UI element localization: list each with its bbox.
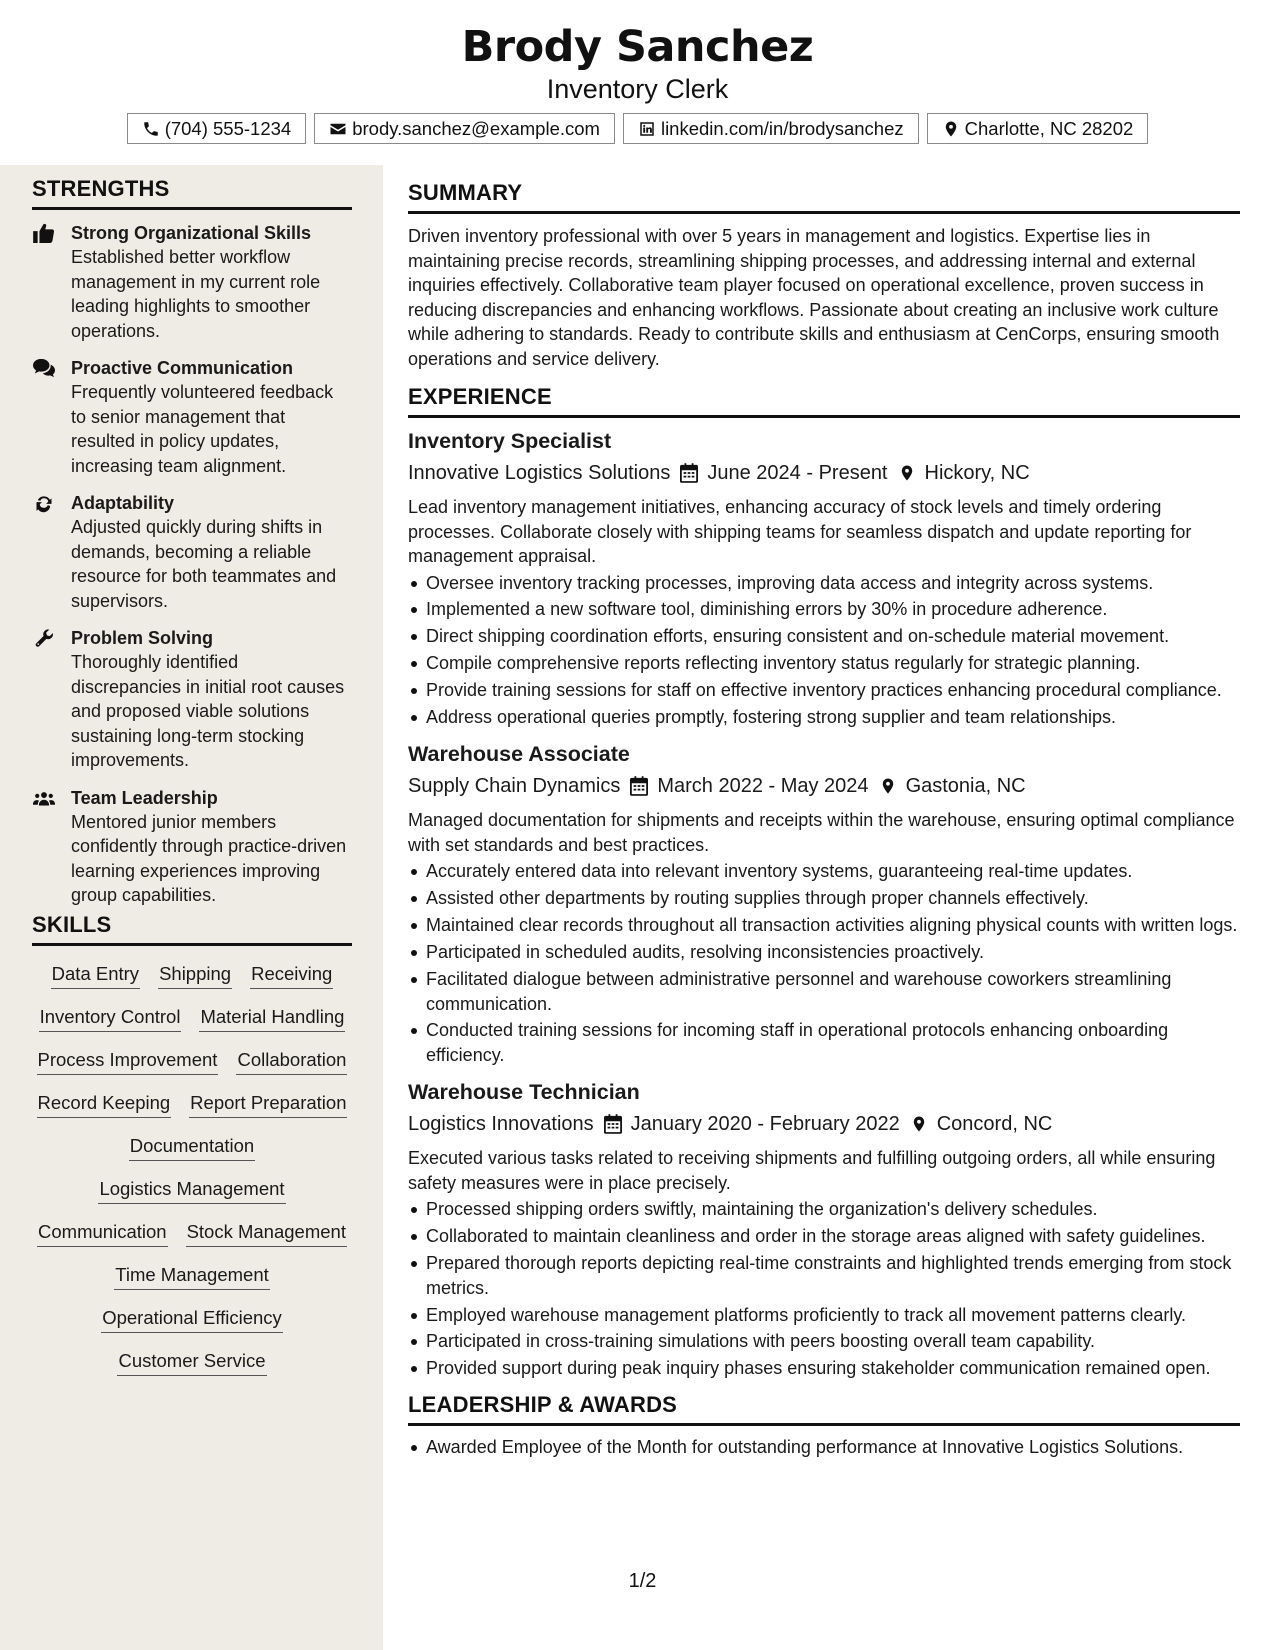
awards-heading: LEADERSHIP & AWARDS [408, 1392, 1240, 1426]
skill-tag: Record Keeping [37, 1089, 172, 1118]
bullet-item: Direct shipping coordination efforts, ensuring consistent and on-schedule material movement. [408, 624, 1240, 649]
experience-heading: EXPERIENCE [408, 384, 1240, 418]
job-dates-group [680, 458, 887, 488]
bullet-item: Facilitated dialogue between administrative personnel and warehouse coworkers streamlining communication. [408, 967, 1240, 1016]
job-entry [408, 1077, 1240, 1380]
job-company: Logistics Innovations [408, 1113, 594, 1136]
job-location: Hickory, NC [924, 462, 1030, 484]
page-number: 1/2 [628, 1570, 657, 1592]
experience-section [408, 384, 1240, 1381]
skill-tag: Material Handling [199, 1003, 345, 1032]
wrench-icon [33, 628, 55, 648]
skills-heading: SKILLS [32, 912, 352, 946]
awards-list [408, 1435, 1240, 1460]
job-location-group [879, 771, 1026, 801]
strength-title: Strong Organizational Skills [71, 223, 312, 243]
skill-tag: Shipping [158, 960, 232, 989]
skill-tag: Time Management [114, 1261, 270, 1290]
map-pin-icon [942, 120, 960, 138]
job-entry [408, 426, 1240, 729]
contact-location [927, 113, 1149, 144]
wrench-icon-wrap [33, 628, 55, 648]
linkedin-text: linkedin.com/in/brodysanchez [660, 117, 904, 139]
bullet-item: Collaborated to maintain cleanliness and order in the storage areas aligned with safety guidelines. [408, 1224, 1240, 1249]
job-dates: June 2024 - Present [707, 462, 888, 484]
skills-section [32, 912, 352, 1376]
strength-desc: Frequently volunteered feedback to senior management that resulted in policy updates, increasing team alignment. [71, 382, 334, 476]
job-description: Lead inventory management initiatives, enhancing accuracy of stock levels and timely ordering processes. Collaborate closely with shipping teams for seamless dispatch and update reporting for management appraisal. [408, 497, 1192, 566]
refresh-icon-wrap [33, 493, 55, 513]
location-text: Charlotte, NC 28202 [964, 117, 1134, 139]
bullet-item: Address operational queries promptly, fostering strong supplier and team relationships. [408, 705, 1240, 730]
job-meta [408, 1109, 1240, 1139]
strengths-heading: STRENGTHS [32, 176, 352, 210]
job-bullets [408, 571, 1240, 730]
job-title: Inventory Specialist [408, 429, 612, 453]
job-description: Managed documentation for shipments and receipts within the warehouse, ensuring optimal compliance with set standards and best practices. [408, 810, 1235, 855]
skill-tag: Collaboration [236, 1046, 347, 1075]
job-dates-group [604, 1109, 900, 1139]
contact-email[interactable] [314, 113, 615, 144]
bullet-item: Provide training sessions for staff on effective inventory practices enhancing procedural compliance. [408, 678, 1240, 703]
job-description: Executed various tasks related to receiving shipments and fulfilling outgoing orders, all while ensuring safety measures were in place precisely. [408, 1148, 1216, 1193]
job-dates-group [630, 771, 868, 801]
strength-item [32, 221, 352, 343]
bullet-item: Conducted training sessions for incoming staff in operational protocols enhancing onboarding efficiency. [408, 1018, 1240, 1067]
job-location-group [910, 1109, 1053, 1139]
skill-tag: Data Entry [51, 960, 140, 989]
awards-section [408, 1392, 1240, 1460]
envelope-icon [329, 120, 347, 138]
thumbs-up-icon [33, 223, 55, 243]
skill-tag: Communication [37, 1218, 168, 1247]
candidate-name: Brody Sanchez [461, 22, 814, 72]
skill-tag: Process Improvement [37, 1046, 219, 1075]
bullet-item: Provided support during peak inquiry phases ensuring stakeholder communication remained open. [408, 1356, 1240, 1381]
phone-text: (704) 555-1234 [164, 117, 292, 139]
job-location: Concord, NC [936, 1113, 1053, 1136]
job-meta [408, 458, 1240, 488]
bullet-item: Maintained clear records throughout all transaction activities aligning physical counts with written logs. [408, 913, 1240, 938]
comments-icon-wrap [33, 358, 55, 378]
skill-tag: Operational Efficiency [101, 1304, 283, 1333]
job-title: Warehouse Technician [408, 1080, 640, 1105]
calendar-icon [680, 463, 698, 483]
strength-desc: Adjusted quickly during shifts in demands, becoming a reliable resource for both teammates and supervisors. [71, 517, 337, 611]
job-entry [408, 739, 1240, 1067]
strength-desc: Established better workflow management in my current role leading highlights to smoother operations. [71, 247, 321, 341]
bullet-item: Accurately entered data into relevant inventory systems, guaranteeing real-time updates. [408, 859, 1240, 884]
job-location-group [898, 458, 1030, 488]
linkedin-icon [638, 120, 656, 138]
map-pin-icon [879, 776, 897, 796]
job-dates: January 2020 - February 2022 [630, 1113, 900, 1136]
users-icon [33, 788, 55, 808]
contact-phone[interactable] [127, 113, 307, 144]
contact-bar [0, 113, 1275, 144]
skill-tag: Receiving [250, 960, 333, 989]
skill-tag: Documentation [129, 1132, 255, 1161]
calendar-icon [630, 776, 648, 796]
bullet-item: Participated in scheduled audits, resolving inconsistencies proactively. [408, 940, 1240, 965]
bullet-item: Oversee inventory tracking processes, improving data access and integrity across systems. [408, 571, 1240, 596]
summary-heading: SUMMARY [408, 180, 1240, 214]
skill-tag: Stock Management [186, 1218, 347, 1247]
refresh-icon [33, 493, 55, 513]
strength-item [32, 626, 352, 773]
job-dates: March 2022 - May 2024 [657, 775, 869, 798]
job-meta [408, 771, 1240, 801]
strength-title: Proactive Communication [71, 358, 294, 378]
strength-desc: Thoroughly identified discrepancies in initial root causes and proposed viable solutions sustaining long-term stocking improvements. [71, 652, 345, 770]
bullet-item: Assisted other departments by routing supplies through proper channels effectively. [408, 886, 1240, 911]
jobs-list [408, 426, 1240, 1381]
job-bullets [408, 859, 1240, 1067]
skill-tag: Customer Service [117, 1347, 266, 1376]
strengths-list [32, 221, 352, 908]
strength-item [32, 786, 352, 908]
summary-text: Driven inventory professional with over 5 years in management and logistics. Expertise lies in maintaining precise records, streamlining shipping processes, and addressing internal and external inquiries effectively. Collaborative team player focused on operational excellence, proven success in reducing discrepancies and enhancing workflows. Passionate about creating an inclusive work culture while adhering to standards. Ready to contribute skills and enthusiasm at CenCorps, ensuring smooth operations and service delivery. [408, 226, 1220, 369]
skill-tag: Logistics Management [98, 1175, 285, 1204]
bullet-item: Employed warehouse management platforms proficiently to track all movement patterns clearly. [408, 1303, 1240, 1328]
email-text: brody.sanchez@example.com [352, 117, 600, 139]
strength-title: Problem Solving [71, 628, 214, 648]
main-content [408, 180, 1240, 1462]
skills-list [32, 960, 352, 1376]
strength-item [32, 356, 352, 478]
strength-desc: Mentored junior members confidently through practice-driven learning experiences improving group capabilities. [71, 811, 347, 905]
award-item: Awarded Employee of the Month for outstanding performance at Innovative Logistics Solutions. [408, 1435, 1240, 1460]
strength-item [32, 491, 352, 613]
bullet-item: Compile comprehensive reports reflecting inventory status regularly for strategic planning. [408, 651, 1240, 676]
map-pin-icon [898, 463, 916, 483]
bullet-item: Processed shipping orders swiftly, maintaining the organization's delivery schedules. [408, 1197, 1240, 1222]
skill-tag: Inventory Control [39, 1003, 182, 1032]
candidate-title: Inventory Clerk [546, 74, 729, 104]
comments-icon [33, 358, 55, 378]
calendar-icon [604, 1114, 622, 1134]
job-company: Supply Chain Dynamics [408, 775, 621, 798]
strength-title: Adaptability [71, 493, 175, 513]
job-company: Innovative Logistics Solutions [408, 462, 671, 484]
job-bullets [408, 1197, 1240, 1380]
job-location: Gastonia, NC [905, 775, 1026, 798]
thumbs-up-icon-wrap [33, 223, 55, 243]
sidebar [0, 165, 383, 1650]
phone-icon [142, 120, 160, 138]
job-title: Warehouse Associate [408, 742, 630, 767]
bullet-item: Implemented a new software tool, diminishing errors by 30% in procedure adherence. [408, 597, 1240, 622]
resume-header [0, 0, 1275, 165]
skill-tag: Report Preparation [189, 1089, 347, 1118]
bullet-item: Prepared thorough reports depicting real-time constraints and highlighted trends emerging from stock metrics. [408, 1251, 1240, 1300]
strength-title: Team Leadership [71, 787, 218, 808]
users-icon-wrap [33, 788, 55, 808]
bullet-item: Participated in cross-training simulations with peers boosting overall team capability. [408, 1329, 1240, 1354]
strengths-section [32, 176, 352, 908]
summary-section [408, 180, 1240, 371]
contact-linkedin[interactable] [623, 113, 919, 144]
map-pin-icon [910, 1114, 928, 1134]
